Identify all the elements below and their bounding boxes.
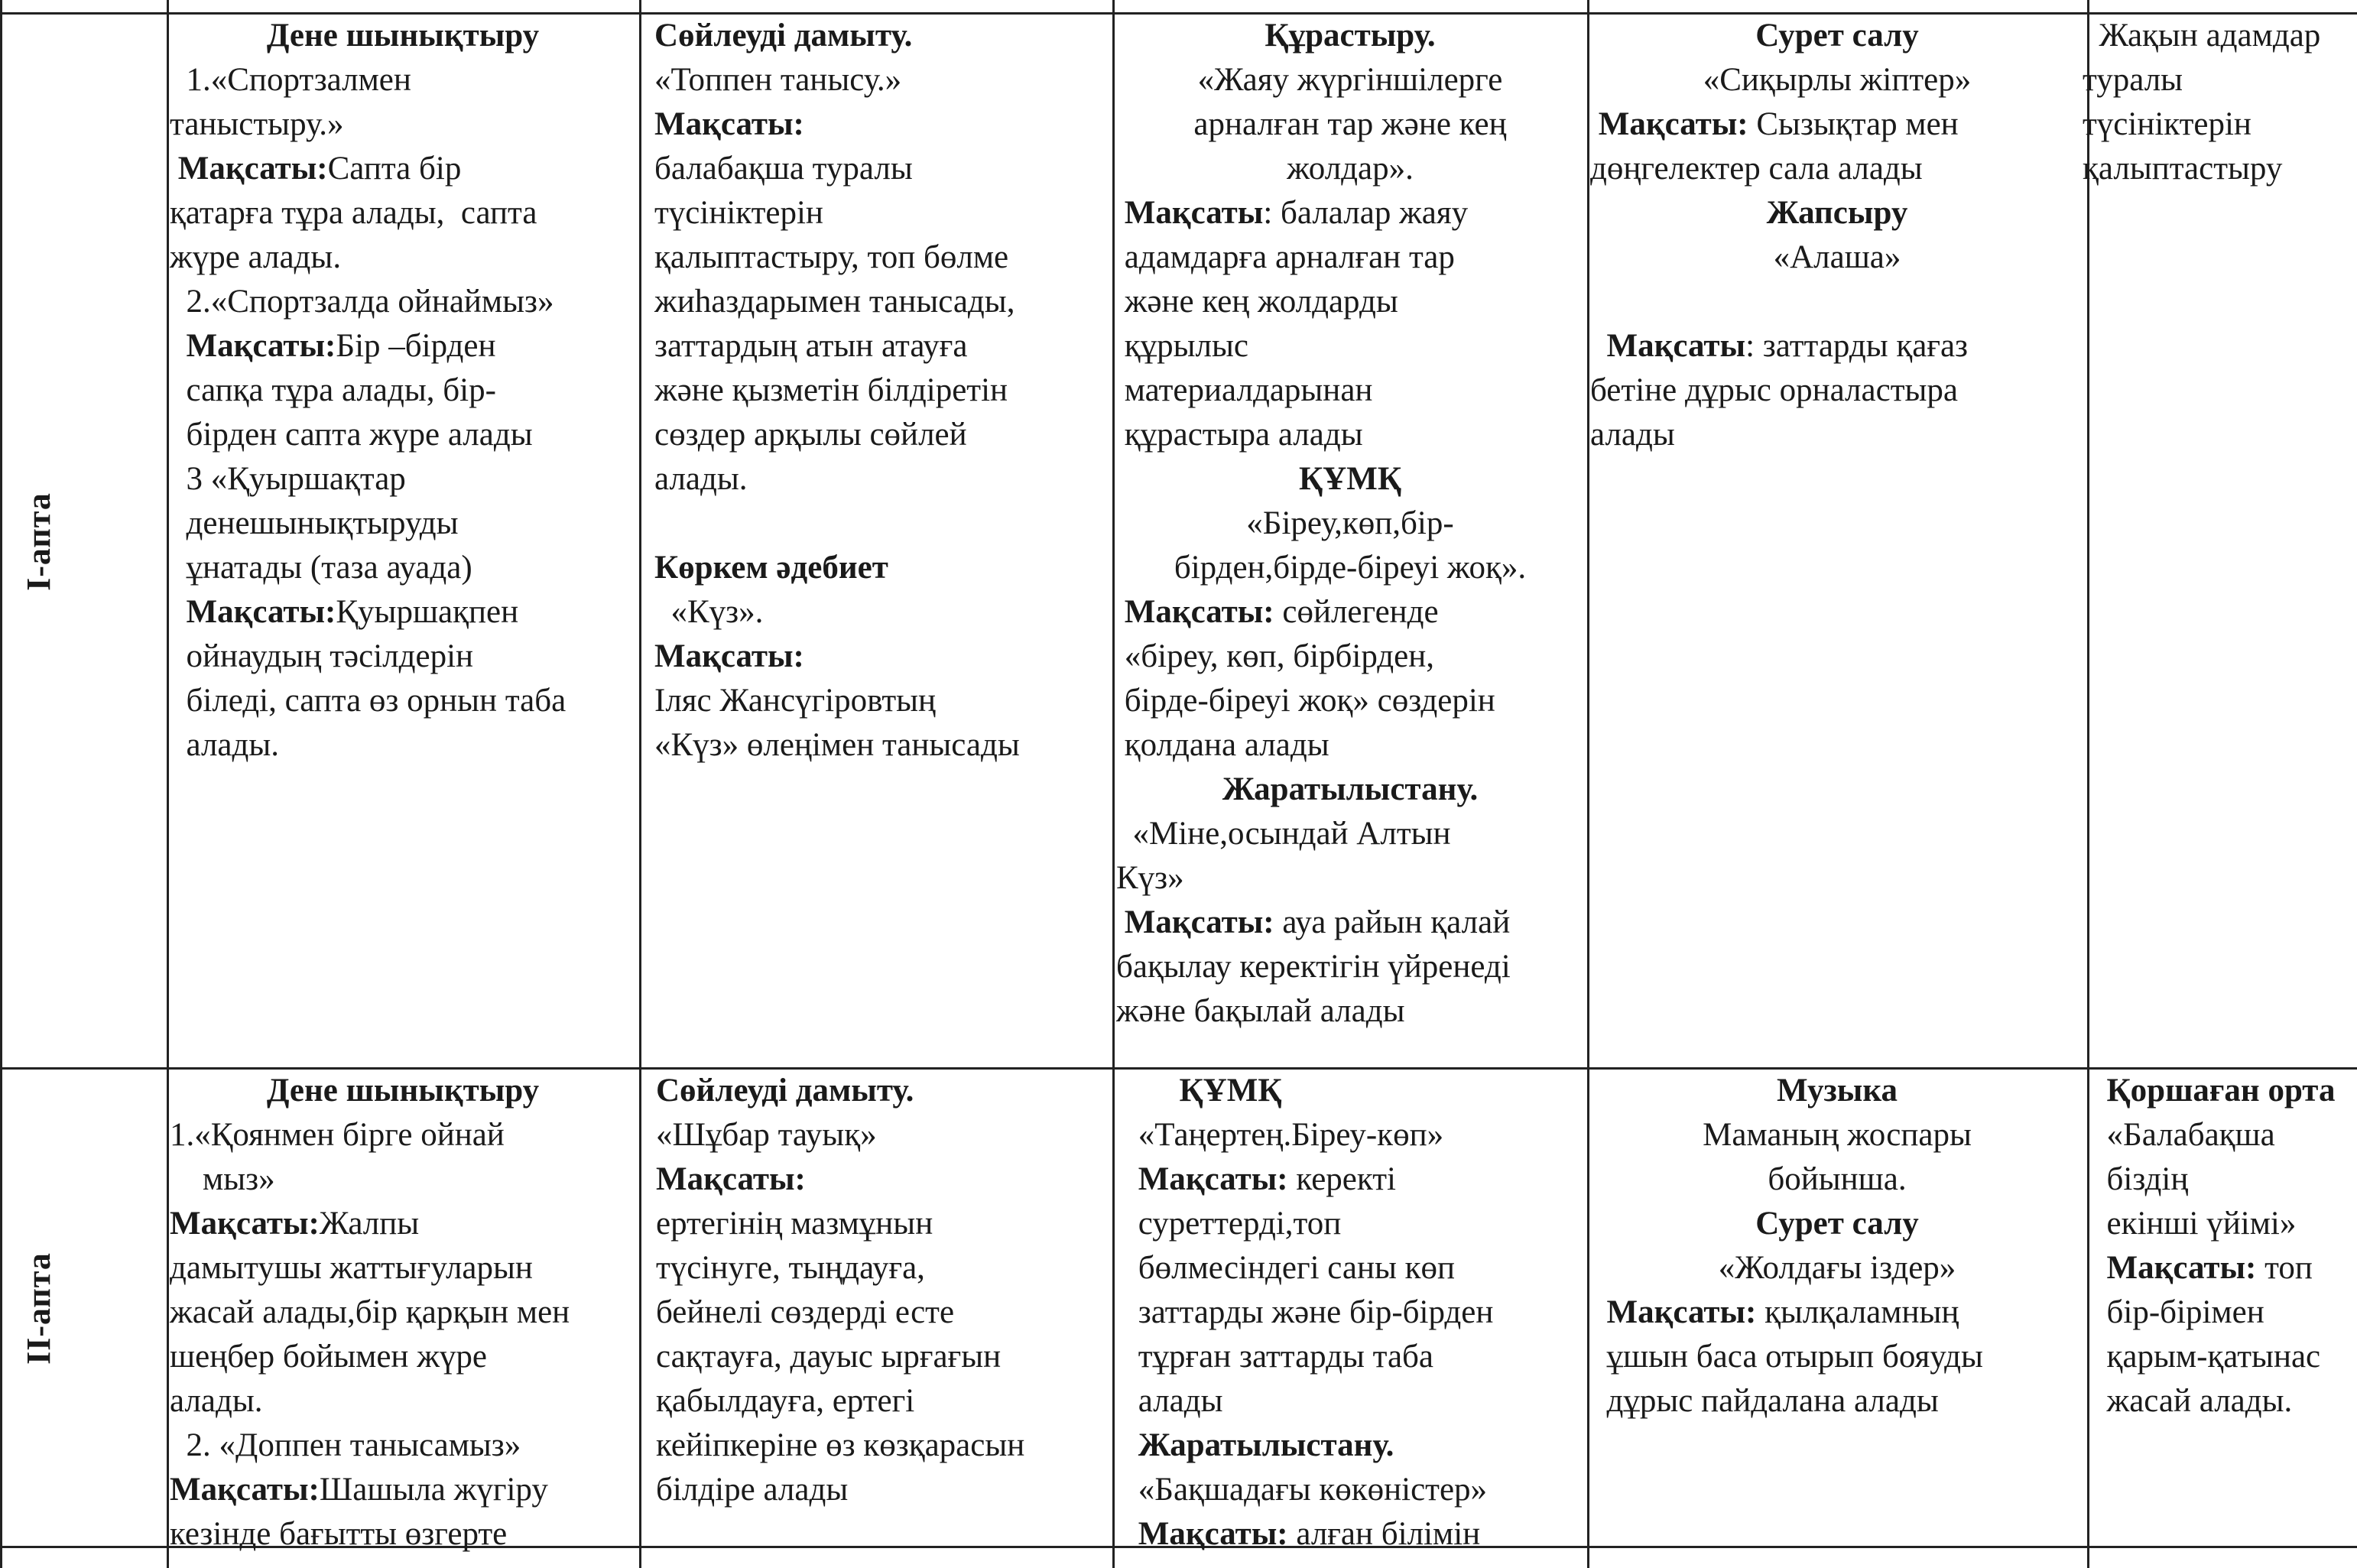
- week-1-cell-physical-education: [170, 14, 636, 768]
- cell-line: кейіпкеріне өз көзқарасын: [656, 1427, 1025, 1463]
- cell-line: «біреу, көп, бірбірден,: [1116, 638, 1434, 674]
- objective-label: Мақсаты:: [170, 1472, 320, 1508]
- cell-line: дөңгелектер сала алады: [1590, 151, 1923, 187]
- cell-line: Музыка: [1777, 1073, 1898, 1109]
- objective-text: қылқаламның: [1756, 1294, 1959, 1330]
- objective-text: Шашыла жүгіру: [319, 1472, 548, 1508]
- cell-line: Сурет салу: [1755, 18, 1919, 54]
- objective-label: Мақсаты:: [1590, 106, 1748, 142]
- cell-line: 3 «Қуыршақтар: [170, 461, 406, 497]
- cell-line: жүре алады.: [170, 239, 342, 275]
- cell-line: құрылыс: [1116, 328, 1248, 364]
- cell-line: 1.«Қоянмен бірге ойнай: [170, 1117, 505, 1153]
- objective-label: Мақсаты:: [1116, 904, 1274, 940]
- cell-line: [1590, 280, 2084, 324]
- objective-label: Мақсаты:: [170, 1206, 320, 1242]
- objective-label: Мақсаты: [1116, 195, 1264, 231]
- cell-line: қалыптастыру: [2083, 151, 2283, 187]
- week-label: [14, 15, 63, 1067]
- cell-line: Жапсыру: [1766, 195, 1908, 231]
- cell-line: [1590, 102, 2084, 147]
- cell-line: қалыптастыру, топ бөлме: [654, 239, 1009, 275]
- cell-line: бойынша.: [1768, 1161, 1907, 1197]
- cell-line: шеңбер бойымен жүре: [170, 1339, 487, 1375]
- cell-line: сөздер арқылы сөйлей: [654, 417, 967, 453]
- objective-text: : балалар жаяу: [1263, 195, 1469, 231]
- objective-text: сөйлегенде: [1274, 594, 1439, 630]
- cell-line: біледі, сапта өз орнын таба: [170, 683, 567, 719]
- grid-line: [1112, 0, 1115, 1568]
- cell-line: ұнатады (таза ауада): [170, 550, 472, 586]
- objective-text: Жалпы: [319, 1206, 420, 1242]
- cell-line: бетіне дұрыс орналастыра: [1590, 372, 1958, 408]
- cell-line: «Шұбар тауық»: [656, 1117, 877, 1153]
- grid-line: [0, 0, 2, 1568]
- cell-line: материалдарынан: [1116, 372, 1373, 408]
- cell-line: қатарға тұра алады, сапта: [170, 195, 537, 231]
- cell-line: біздің: [2090, 1161, 2189, 1197]
- objective-label: Мақсаты:: [170, 594, 336, 630]
- cell-line: алады.: [170, 1383, 263, 1419]
- cell-line: дамытушы жаттығуларын: [170, 1250, 533, 1286]
- grid-line: [2087, 0, 2089, 1568]
- cell-line: Дене шынықтыру: [266, 18, 540, 54]
- cell-line: және кең жолдарды: [1116, 284, 1398, 320]
- cell-line: заттардың атын атауға: [654, 328, 968, 364]
- cell-line: ертегінің мазмұнын: [656, 1206, 933, 1242]
- cell-line: «Күз».: [654, 594, 764, 630]
- cell-line: [1116, 191, 1584, 235]
- cell-line: сақтауға, дауыс ырғағын: [656, 1339, 1002, 1375]
- objective-text: топ: [2256, 1250, 2313, 1286]
- cell-line: түсінуге, тыңдауға,: [656, 1250, 925, 1286]
- cell-line: Мақсаты:: [654, 638, 804, 674]
- cell-line: [170, 1468, 636, 1512]
- objective-label: Мақсаты:: [170, 328, 336, 364]
- cell-line: және қызметін білдіретін: [654, 372, 1008, 408]
- cell-line: [1590, 324, 2084, 368]
- cell-line: алады: [1590, 417, 1675, 453]
- objective-text: ауа райын қалай: [1274, 904, 1511, 940]
- cell-line: бейнелі сөздерді есте: [656, 1294, 955, 1330]
- cell-line: жасай алады.: [2090, 1383, 2293, 1419]
- cell-line: бөлмесіндегі саны көп: [1130, 1250, 1456, 1286]
- objective-label: Мақсаты:: [2090, 1250, 2257, 1286]
- grid-line: [167, 0, 169, 1568]
- cell-line: «Жаяу жүргіншілерге: [1197, 62, 1503, 98]
- cell-line: заттарды және бір-бірден: [1130, 1294, 1494, 1330]
- cell-line: 2.«Спортзалда ойнаймыз»: [170, 284, 554, 320]
- cell-line: алады: [1130, 1383, 1223, 1419]
- week-2-cell-music-drawing: [1590, 1069, 2084, 1424]
- cell-line: кезінде бағытты өзгерте: [170, 1516, 508, 1552]
- cell-line: Мақсаты:: [656, 1161, 806, 1197]
- objective-text: Сызықтар мен: [1748, 106, 1959, 142]
- cell-line: жолдар».: [1287, 151, 1414, 187]
- cell-line: «Топпен танысу.»: [654, 62, 902, 98]
- cell-line: Қоршаған орта: [2090, 1073, 2336, 1109]
- cell-line: адамдарға арналған тар: [1116, 239, 1455, 275]
- grid-line: [1587, 0, 1589, 1568]
- objective-label: Мақсаты: [1590, 328, 1746, 364]
- cell-line: Дене шынықтыру: [266, 1073, 540, 1109]
- cell-line: бір-бірімен: [2090, 1294, 2264, 1330]
- objective-label: Мақсаты:: [1130, 1161, 1288, 1197]
- cell-line: білдіре алады: [656, 1472, 849, 1508]
- cell-line: «Жолдағы іздер»: [1718, 1250, 1956, 1286]
- cell-line: арналған тар және кең: [1193, 106, 1507, 142]
- cell-line: суреттерді,топ: [1130, 1206, 1342, 1242]
- week-2-cell-environment: [2090, 1069, 2357, 1424]
- cell-line: Маманың жоспары: [1703, 1117, 1972, 1153]
- grid-line: [639, 0, 641, 1568]
- cell-line: жиһаздарымен танысады,: [654, 284, 1015, 320]
- cell-line: [2090, 1246, 2357, 1290]
- week-2-cell-physical-education: [170, 1069, 636, 1557]
- cell-line: [654, 502, 1110, 546]
- cell-line: алады.: [170, 727, 280, 763]
- objective-label: Мақсаты:: [1130, 1516, 1288, 1552]
- cell-line: Жаратылыстану.: [1130, 1427, 1394, 1463]
- cell-line: мыз»: [170, 1161, 275, 1197]
- cell-line: [170, 324, 636, 368]
- week-label: [14, 1070, 63, 1546]
- cell-line: Күз»: [1116, 860, 1184, 896]
- cell-line: «Біреу,көп,бір-: [1246, 505, 1454, 541]
- objective-text: Бір –бірден: [336, 328, 496, 364]
- cell-line: «Күз» өлеңімен танысады: [654, 727, 1020, 763]
- cell-line: бірден сапта жүре алады: [170, 417, 533, 453]
- cell-line: ұшын баса отырып бояуды: [1590, 1339, 1983, 1375]
- cell-line: 1.«Спортзалмен: [170, 62, 411, 98]
- objective-label: Мақсаты:: [1116, 594, 1274, 630]
- cell-line: Құрастыру.: [1265, 18, 1436, 54]
- cell-line: [1130, 1512, 1584, 1557]
- cell-line: және бақылай алады: [1116, 993, 1405, 1029]
- cell-line: «Сиқырлы жіптер»: [1703, 62, 1972, 98]
- cell-line: жасай алады,бір қарқын мен: [170, 1294, 570, 1330]
- cell-line: Сөйлеуді дамыту.: [654, 18, 913, 54]
- cell-line: Жаратылыстану.: [1222, 771, 1479, 807]
- cell-line: Іляс Жансүгіровтың: [654, 683, 937, 719]
- cell-line: Жақын адамдар: [2083, 18, 2321, 54]
- cell-line: [170, 590, 636, 635]
- cell-line: тұрған заттарды таба: [1130, 1339, 1433, 1375]
- objective-text: алған білімін: [1287, 1516, 1481, 1552]
- cell-line: «Бақшадағы көкөністер»: [1130, 1472, 1488, 1508]
- week-1-label: І-апта: [19, 492, 57, 591]
- week-1-cell-environment: [2083, 14, 2357, 191]
- objective-label: Мақсаты:: [170, 151, 328, 187]
- cell-line: денешынықтыруды: [170, 505, 459, 541]
- cell-line: алады.: [654, 461, 748, 497]
- cell-line: сапқа тұра алады, бір-: [170, 372, 496, 408]
- week-1-cell-construction: [1116, 14, 1584, 1034]
- cell-line: Сурет салу: [1755, 1206, 1919, 1242]
- cell-line: [1116, 590, 1584, 635]
- objective-text: Қуыршақпен: [336, 594, 519, 630]
- week-1-cell-drawing: [1590, 14, 2084, 457]
- cell-line: бірден,бірде-біреуі жоқ».: [1174, 550, 1527, 586]
- cell-line: [170, 1202, 636, 1246]
- objective-text: : заттарды қағаз: [1745, 328, 1969, 364]
- week-1-cell-speech-development: [654, 14, 1110, 768]
- cell-line: бақылау керектігін үйренеді: [1116, 949, 1511, 985]
- cell-line: дұрыс пайдалана алады: [1590, 1383, 1939, 1419]
- cell-line: Мақсаты:: [654, 106, 804, 142]
- objective-label: Мақсаты:: [1590, 1294, 1757, 1330]
- week-2-cell-math-construction: [1130, 1069, 1584, 1557]
- cell-line: Көркем әдебиет: [654, 550, 888, 586]
- cell-line: «Міне,осындай Алтын: [1116, 816, 1451, 852]
- cell-line: Сөйлеуді дамыту.: [656, 1073, 914, 1109]
- cell-line: құрастыра алады: [1116, 417, 1363, 453]
- cell-line: «Таңертең.Біреу-көп»: [1130, 1117, 1444, 1153]
- cell-line: туралы: [2083, 62, 2183, 98]
- cell-line: қабылдауға, ертегі: [656, 1383, 915, 1419]
- week-2-label: ІІ-апта: [19, 1251, 57, 1365]
- cell-line: «Балабақша: [2090, 1117, 2275, 1153]
- cell-line: [170, 147, 636, 191]
- cell-line: [1116, 901, 1584, 945]
- objective-text: Сапта бір: [327, 151, 462, 187]
- cell-line: «Алаша»: [1773, 239, 1901, 275]
- cell-line: [1590, 1290, 2084, 1335]
- cell-line: [1130, 1157, 1584, 1202]
- cell-line: таныстыру.»: [170, 106, 344, 142]
- cell-line: балабақша туралы: [654, 151, 913, 187]
- cell-line: түсініктерін: [2083, 106, 2251, 142]
- cell-line: бірде-біреуі жоқ» сөздерін: [1116, 683, 1495, 719]
- week-2-cell-speech-development: [656, 1069, 1110, 1512]
- cell-line: қолдана алады: [1116, 727, 1329, 763]
- objective-text: керекті: [1287, 1161, 1396, 1197]
- cell-line: ҚҰМҚ: [1299, 461, 1401, 497]
- cell-line: екінші үйімі»: [2090, 1206, 2297, 1242]
- cell-line: 2. «Доппен танысамыз»: [170, 1427, 521, 1463]
- cell-line: ойнаудың тәсілдерін: [170, 638, 474, 674]
- cell-line: түсініктерін: [654, 195, 823, 231]
- cell-line: ҚҰМҚ: [1130, 1073, 1282, 1109]
- cell-line: қарым-қатынас: [2090, 1339, 2321, 1375]
